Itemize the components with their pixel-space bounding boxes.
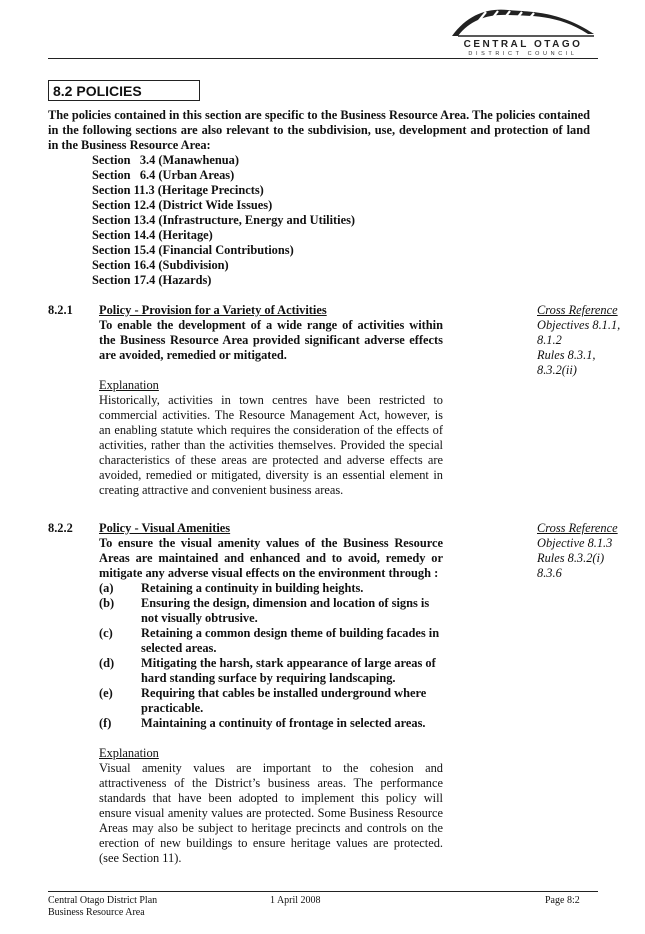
item-key: (b)	[99, 596, 115, 610]
item-text: Retaining a continuity in building heights.	[141, 581, 364, 595]
footer-divider	[48, 891, 598, 892]
item-key: (c)	[99, 626, 113, 640]
explanation-text: Visual amenity values are important to the cohesion and attractiveness of the District’s business areas. The performance standards that have been adopted to implement this policy will ensure visual amenity values are protected. Some Business Resource Areas may also be subject to heritage precincts and controls on the erection of new buildings to ensure heritage values are protected. (see Section 11).	[99, 761, 443, 865]
logo-subtitle: DISTRICT COUNCIL	[468, 51, 578, 57]
footer-doc-subtitle: Business Resource Area	[48, 907, 145, 918]
cross-reference-line: Objectives 8.1.1,	[537, 318, 621, 332]
policy-statement: To enable the development of a wide range of activities within the Business Resource Area provided significant adverse effects are avoided, remedied or mitigated.	[99, 318, 443, 362]
logo-wordmark: CENTRAL OTAGO	[463, 39, 583, 50]
list-item	[99, 596, 443, 626]
policy-title: Policy - Provision for a Variety of Activities	[99, 303, 327, 317]
explanation-heading: Explanation	[99, 378, 159, 392]
item-key: (d)	[99, 656, 115, 670]
list-item: Section 13.4 (Infrastructure, Energy and Utilities)	[92, 213, 356, 227]
list-item	[99, 686, 443, 716]
cross-reference	[537, 303, 637, 378]
footer-doc-title: Central Otago District Plan	[48, 895, 158, 906]
cross-reference-line: 8.3.6	[537, 566, 562, 580]
footer-doc-info	[48, 895, 157, 919]
item-text: Maintaining a continuity of frontage in selected areas.	[141, 716, 426, 730]
item-text: Requiring that cables be installed underground where practicable.	[141, 686, 427, 715]
list-item: Section 16.4 (Subdivision)	[92, 258, 229, 272]
council-logo	[448, 6, 598, 58]
list-item: Section 3.4 (Manawhenua)	[92, 153, 239, 167]
cross-reference	[537, 521, 637, 581]
list-item	[99, 716, 443, 731]
list-item: Section 14.4 (Heritage)	[92, 228, 213, 242]
policy-statement: To ensure the visual amenity values of the Business Resource Areas are maintained and enhanced and to avoid, remedy or mitigate any adverse visual effects on the environment through :	[99, 536, 443, 580]
item-text: Ensuring the design, dimension and location of signs is not visually obtrusive.	[141, 596, 430, 625]
item-text: Retaining a common design theme of building facades in selected areas.	[141, 626, 440, 655]
section-title: 8.2 POLICIES	[48, 80, 200, 101]
list-item	[99, 626, 443, 656]
item-key: (f)	[99, 716, 112, 730]
list-item	[99, 581, 443, 596]
list-item: Section 6.4 (Urban Areas)	[92, 168, 235, 182]
item-text: Mitigating the harsh, stark appearance of large areas of hard standing surface by requiring landscaping.	[141, 656, 436, 685]
list-item	[99, 656, 443, 686]
explanation-heading: Explanation	[99, 746, 159, 760]
policy-number: 8.2.1	[48, 303, 73, 317]
related-sections-list	[92, 153, 355, 288]
policy-number: 8.2.2	[48, 521, 73, 535]
cross-reference-heading: Cross Reference	[537, 521, 618, 535]
cross-reference-line: 8.3.2(ii)	[537, 363, 577, 377]
cross-reference-heading: Cross Reference	[537, 303, 618, 317]
cross-reference-line: 8.1.2	[537, 333, 562, 347]
cross-reference-line: Rules 8.3.2(i)	[537, 551, 605, 565]
header-divider	[48, 58, 598, 59]
item-key: (e)	[99, 686, 113, 700]
cross-reference-line: Objective 8.1.3	[537, 536, 613, 550]
policy-block	[99, 303, 443, 498]
cross-reference-line: Rules 8.3.1,	[537, 348, 596, 362]
list-item: Section 12.4 (District Wide Issues)	[92, 198, 273, 212]
list-item: Section 15.4 (Financial Contributions)	[92, 243, 294, 257]
footer-page-number: Page 8:2	[545, 895, 580, 906]
list-item: Section 17.4 (Hazards)	[92, 273, 212, 287]
list-item: Section 11.3 (Heritage Precincts)	[92, 183, 264, 197]
policy-block	[99, 521, 443, 866]
mountain-logo-icon	[448, 6, 598, 38]
intro-paragraph: The policies contained in this section are specific to the Business Resource Area. The policies contained in the following sections are also relevant to the subdivision, use, development and protection of land in the Business Resource Area:	[48, 108, 590, 152]
item-key: (a)	[99, 581, 114, 595]
policy-title: Policy - Visual Amenities	[99, 521, 231, 535]
explanation-text: Historically, activities in town centres have been restricted to commercial activities. The Resource Management Act, however, is an enabling statute which requires the consideration of the effects of activities, rather than the activities themselves. Provided the special characteristics of these areas are protected and adverse effects are avoided, remedied or mitigated, diversity is an essential element in creating attractive and convenient business areas.	[99, 393, 443, 497]
footer-date: 1 April 2008	[270, 895, 321, 906]
